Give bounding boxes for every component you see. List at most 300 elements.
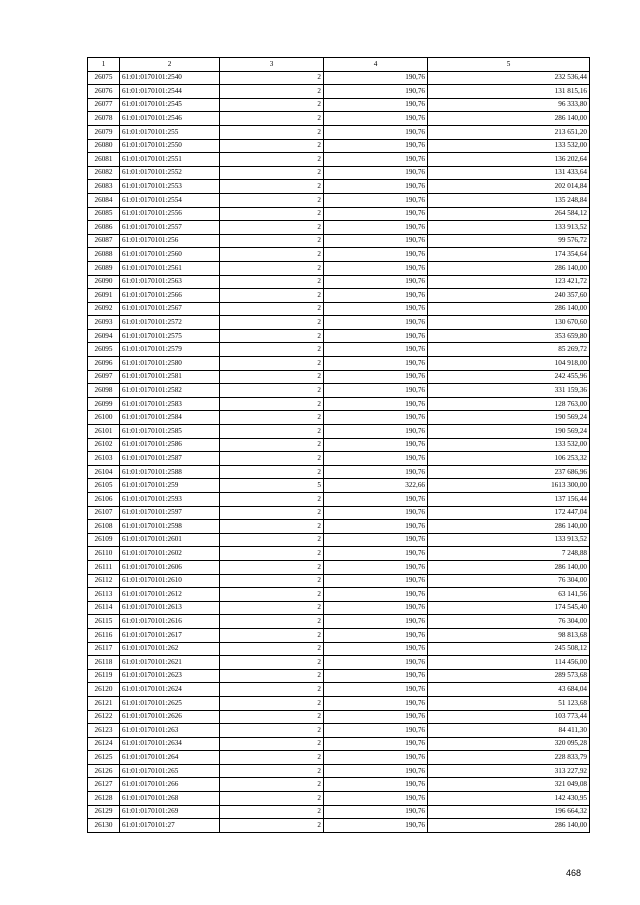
cadastral-number-cell: 61:01:0170101:255: [120, 125, 220, 139]
value-cell: 43 684,04: [428, 683, 590, 697]
table-row: [88, 724, 590, 738]
count-cell: 2: [220, 125, 324, 139]
cadastral-number-cell: 61:01:0170101:256: [120, 234, 220, 248]
value-cell: 98 813,68: [428, 628, 590, 642]
count-cell: 2: [220, 329, 324, 343]
table-row: [88, 574, 590, 588]
area-cell: 190,76: [324, 166, 428, 180]
cadastral-number-cell: 61:01:0170101:2606: [120, 560, 220, 574]
cadastral-number-cell: 61:01:0170101:2626: [120, 710, 220, 724]
value-cell: 245 508,12: [428, 642, 590, 656]
cadastral-number-cell: 61:01:0170101:2557: [120, 221, 220, 235]
area-cell: 190,76: [324, 193, 428, 207]
row-index-cell: 26127: [88, 778, 120, 792]
row-index-cell: 26119: [88, 669, 120, 683]
cadastral-number-cell: 61:01:0170101:2616: [120, 615, 220, 629]
cadastral-number-cell: 61:01:0170101:2613: [120, 601, 220, 615]
value-cell: 289 573,68: [428, 669, 590, 683]
row-index-cell: 26110: [88, 547, 120, 561]
cadastral-number-cell: 61:01:0170101:2579: [120, 343, 220, 357]
row-index-cell: 26103: [88, 452, 120, 466]
table-row: [88, 493, 590, 507]
value-cell: 196 664,32: [428, 805, 590, 819]
row-index-cell: 26098: [88, 384, 120, 398]
area-cell: 190,76: [324, 737, 428, 751]
row-index-cell: 26105: [88, 479, 120, 493]
area-cell: 190,76: [324, 207, 428, 221]
row-index-cell: 26108: [88, 520, 120, 534]
value-cell: 85 269,72: [428, 343, 590, 357]
table-row: [88, 207, 590, 221]
count-cell: 2: [220, 506, 324, 520]
table-body: [88, 71, 590, 832]
value-cell: 99 576,72: [428, 234, 590, 248]
count-cell: 2: [220, 574, 324, 588]
value-cell: 172 447,04: [428, 506, 590, 520]
value-cell: 76 304,00: [428, 615, 590, 629]
table-row: [88, 153, 590, 167]
value-cell: 213 651,20: [428, 125, 590, 139]
table-row: [88, 710, 590, 724]
cadastral-number-cell: 61:01:0170101:2556: [120, 207, 220, 221]
table-row: [88, 248, 590, 262]
cadastral-number-cell: 61:01:0170101:2584: [120, 411, 220, 425]
count-cell: 2: [220, 751, 324, 765]
area-cell: 190,76: [324, 506, 428, 520]
table-row: [88, 125, 590, 139]
row-index-cell: 26117: [88, 642, 120, 656]
row-index-cell: 26085: [88, 207, 120, 221]
table-row: [88, 85, 590, 99]
value-cell: 264 584,12: [428, 207, 590, 221]
row-index-cell: 26130: [88, 819, 120, 833]
row-index-cell: 26099: [88, 397, 120, 411]
area-cell: 190,76: [324, 98, 428, 112]
table-row: [88, 819, 590, 833]
row-index-cell: 26114: [88, 601, 120, 615]
count-cell: 2: [220, 289, 324, 303]
cadastral-number-cell: 61:01:0170101:2572: [120, 316, 220, 330]
table-row: [88, 533, 590, 547]
value-cell: 202 014,84: [428, 180, 590, 194]
table-row: [88, 343, 590, 357]
cadastral-number-cell: 61:01:0170101:2597: [120, 506, 220, 520]
value-cell: 131 433,64: [428, 166, 590, 180]
column-header-5: 5: [428, 58, 590, 72]
row-index-cell: 26082: [88, 166, 120, 180]
area-cell: 190,76: [324, 560, 428, 574]
table-row: [88, 452, 590, 466]
area-cell: 190,76: [324, 221, 428, 235]
row-index-cell: 26120: [88, 683, 120, 697]
cadastral-number-cell: 61:01:0170101:2583: [120, 397, 220, 411]
area-cell: 190,76: [324, 357, 428, 371]
count-cell: 2: [220, 261, 324, 275]
cadastral-number-cell: 61:01:0170101:2581: [120, 370, 220, 384]
area-cell: 190,76: [324, 547, 428, 561]
value-cell: 190 569,24: [428, 425, 590, 439]
value-cell: 1613 300,00: [428, 479, 590, 493]
area-cell: 190,76: [324, 343, 428, 357]
row-index-cell: 26128: [88, 792, 120, 806]
area-cell: 190,76: [324, 656, 428, 670]
table-row: [88, 180, 590, 194]
table-row: [88, 438, 590, 452]
cadastral-number-cell: 61:01:0170101:268: [120, 792, 220, 806]
area-cell: 190,76: [324, 628, 428, 642]
count-cell: 2: [220, 275, 324, 289]
cadastral-number-cell: 61:01:0170101:266: [120, 778, 220, 792]
value-cell: 286 140,00: [428, 560, 590, 574]
cadastral-number-cell: 61:01:0170101:265: [120, 764, 220, 778]
area-cell: 190,76: [324, 411, 428, 425]
area-cell: 322,66: [324, 479, 428, 493]
row-index-cell: 26111: [88, 560, 120, 574]
table-row: [88, 425, 590, 439]
table-row: [88, 397, 590, 411]
count-cell: 2: [220, 193, 324, 207]
table-row: [88, 642, 590, 656]
cadastral-number-cell: 61:01:0170101:2593: [120, 493, 220, 507]
count-cell: 2: [220, 302, 324, 316]
count-cell: 2: [220, 85, 324, 99]
cadastral-number-cell: 61:01:0170101:2575: [120, 329, 220, 343]
row-index-cell: 26081: [88, 153, 120, 167]
table-row: [88, 615, 590, 629]
row-index-cell: 26095: [88, 343, 120, 357]
count-cell: 2: [220, 656, 324, 670]
table-row: [88, 139, 590, 153]
value-cell: 51 123,68: [428, 696, 590, 710]
count-cell: 2: [220, 370, 324, 384]
count-cell: 2: [220, 112, 324, 126]
area-cell: 190,76: [324, 397, 428, 411]
area-cell: 190,76: [324, 71, 428, 85]
table-row: [88, 112, 590, 126]
value-cell: 190 569,24: [428, 411, 590, 425]
cadastral-number-cell: 61:01:0170101:2634: [120, 737, 220, 751]
table-row: [88, 411, 590, 425]
table-row: [88, 357, 590, 371]
value-cell: 123 421,72: [428, 275, 590, 289]
registry-table: [87, 57, 590, 833]
area-cell: 190,76: [324, 438, 428, 452]
value-cell: 174 354,64: [428, 248, 590, 262]
count-cell: 2: [220, 153, 324, 167]
table-row: [88, 166, 590, 180]
table-row: [88, 792, 590, 806]
cadastral-number-cell: 61:01:0170101:2601: [120, 533, 220, 547]
column-header-1: 1: [88, 58, 120, 72]
area-cell: 190,76: [324, 805, 428, 819]
count-cell: 2: [220, 669, 324, 683]
cadastral-number-cell: 61:01:0170101:2598: [120, 520, 220, 534]
row-index-cell: 26093: [88, 316, 120, 330]
area-cell: 190,76: [324, 642, 428, 656]
area-cell: 190,76: [324, 764, 428, 778]
value-cell: 313 227,92: [428, 764, 590, 778]
value-cell: 133 532,00: [428, 139, 590, 153]
table-row: [88, 588, 590, 602]
cadastral-number-cell: 61:01:0170101:2580: [120, 357, 220, 371]
area-cell: 190,76: [324, 329, 428, 343]
cadastral-number-cell: 61:01:0170101:269: [120, 805, 220, 819]
count-cell: 2: [220, 547, 324, 561]
table-row: [88, 805, 590, 819]
count-cell: 2: [220, 438, 324, 452]
table-row: [88, 778, 590, 792]
cadastral-number-cell: 61:01:0170101:2553: [120, 180, 220, 194]
row-index-cell: 26076: [88, 85, 120, 99]
table-row: [88, 696, 590, 710]
value-cell: 136 202,64: [428, 153, 590, 167]
area-cell: 190,76: [324, 248, 428, 262]
value-cell: 137 156,44: [428, 493, 590, 507]
value-cell: 133 913,52: [428, 221, 590, 235]
table-row: [88, 221, 590, 235]
value-cell: 320 095,28: [428, 737, 590, 751]
table-row: [88, 547, 590, 561]
count-cell: 2: [220, 452, 324, 466]
row-index-cell: 26121: [88, 696, 120, 710]
column-header-2: 2: [120, 58, 220, 72]
table-row: [88, 316, 590, 330]
count-cell: 5: [220, 479, 324, 493]
count-cell: 2: [220, 343, 324, 357]
row-index-cell: 26123: [88, 724, 120, 738]
cadastral-number-cell: 61:01:0170101:2546: [120, 112, 220, 126]
value-cell: 84 411,30: [428, 724, 590, 738]
area-cell: 190,76: [324, 724, 428, 738]
count-cell: 2: [220, 533, 324, 547]
area-cell: 190,76: [324, 139, 428, 153]
value-cell: 174 545,40: [428, 601, 590, 615]
cadastral-number-cell: 61:01:0170101:2612: [120, 588, 220, 602]
cadastral-number-cell: 61:01:0170101:27: [120, 819, 220, 833]
row-index-cell: 26109: [88, 533, 120, 547]
row-index-cell: 26086: [88, 221, 120, 235]
cadastral-number-cell: 61:01:0170101:2602: [120, 547, 220, 561]
value-cell: 286 140,00: [428, 520, 590, 534]
cadastral-number-cell: 61:01:0170101:2567: [120, 302, 220, 316]
value-cell: 286 140,00: [428, 819, 590, 833]
row-index-cell: 26112: [88, 574, 120, 588]
count-cell: 2: [220, 696, 324, 710]
count-cell: 2: [220, 465, 324, 479]
value-cell: 286 140,00: [428, 302, 590, 316]
cadastral-number-cell: 61:01:0170101:2552: [120, 166, 220, 180]
cadastral-number-cell: 61:01:0170101:2617: [120, 628, 220, 642]
count-cell: 2: [220, 764, 324, 778]
table-row: [88, 370, 590, 384]
table-row: [88, 193, 590, 207]
count-cell: 2: [220, 520, 324, 534]
row-index-cell: 26104: [88, 465, 120, 479]
area-cell: 190,76: [324, 683, 428, 697]
count-cell: 2: [220, 316, 324, 330]
value-cell: 131 815,16: [428, 85, 590, 99]
row-index-cell: 26126: [88, 764, 120, 778]
row-index-cell: 26122: [88, 710, 120, 724]
row-index-cell: 26125: [88, 751, 120, 765]
area-cell: 190,76: [324, 533, 428, 547]
row-index-cell: 26092: [88, 302, 120, 316]
row-index-cell: 26091: [88, 289, 120, 303]
value-cell: 286 140,00: [428, 261, 590, 275]
count-cell: 2: [220, 425, 324, 439]
area-cell: 190,76: [324, 384, 428, 398]
area-cell: 190,76: [324, 234, 428, 248]
row-index-cell: 26116: [88, 628, 120, 642]
value-cell: 63 141,56: [428, 588, 590, 602]
cadastral-number-cell: 61:01:0170101:2551: [120, 153, 220, 167]
column-header-4: 4: [324, 58, 428, 72]
count-cell: 2: [220, 166, 324, 180]
count-cell: 2: [220, 357, 324, 371]
row-index-cell: 26113: [88, 588, 120, 602]
table-row: [88, 465, 590, 479]
count-cell: 2: [220, 397, 324, 411]
area-cell: 190,76: [324, 819, 428, 833]
count-cell: 2: [220, 737, 324, 751]
table-row: [88, 506, 590, 520]
row-index-cell: 26078: [88, 112, 120, 126]
value-cell: 240 357,60: [428, 289, 590, 303]
area-cell: 190,76: [324, 751, 428, 765]
table-row: [88, 302, 590, 316]
cadastral-number-cell: 61:01:0170101:2585: [120, 425, 220, 439]
area-cell: 190,76: [324, 669, 428, 683]
count-cell: 2: [220, 588, 324, 602]
area-cell: 190,76: [324, 520, 428, 534]
count-cell: 2: [220, 384, 324, 398]
value-cell: 76 304,00: [428, 574, 590, 588]
cadastral-number-cell: 61:01:0170101:2588: [120, 465, 220, 479]
table-row: [88, 275, 590, 289]
count-cell: 2: [220, 642, 324, 656]
cadastral-number-cell: 61:01:0170101:2563: [120, 275, 220, 289]
area-cell: 190,76: [324, 615, 428, 629]
header-row: [88, 58, 590, 72]
area-cell: 190,76: [324, 85, 428, 99]
cadastral-number-cell: 61:01:0170101:2587: [120, 452, 220, 466]
cadastral-number-cell: 61:01:0170101:2586: [120, 438, 220, 452]
column-header-3: 3: [220, 58, 324, 72]
count-cell: 2: [220, 71, 324, 85]
row-index-cell: 26094: [88, 329, 120, 343]
value-cell: 331 159,36: [428, 384, 590, 398]
count-cell: 2: [220, 724, 324, 738]
area-cell: 190,76: [324, 112, 428, 126]
count-cell: 2: [220, 493, 324, 507]
row-index-cell: 26090: [88, 275, 120, 289]
cadastral-number-cell: 61:01:0170101:2624: [120, 683, 220, 697]
value-cell: 104 918,00: [428, 357, 590, 371]
count-cell: 2: [220, 628, 324, 642]
count-cell: 2: [220, 805, 324, 819]
value-cell: 237 686,96: [428, 465, 590, 479]
value-cell: 242 455,96: [428, 370, 590, 384]
value-cell: 228 833,79: [428, 751, 590, 765]
value-cell: 114 456,00: [428, 656, 590, 670]
cadastral-number-cell: 61:01:0170101:2560: [120, 248, 220, 262]
table-row: [88, 479, 590, 493]
row-index-cell: 26097: [88, 370, 120, 384]
count-cell: 2: [220, 248, 324, 262]
value-cell: 130 670,60: [428, 316, 590, 330]
row-index-cell: 26106: [88, 493, 120, 507]
table-row: [88, 656, 590, 670]
table-row: [88, 289, 590, 303]
row-index-cell: 26075: [88, 71, 120, 85]
area-cell: 190,76: [324, 180, 428, 194]
count-cell: 2: [220, 98, 324, 112]
area-cell: 190,76: [324, 601, 428, 615]
count-cell: 2: [220, 221, 324, 235]
row-index-cell: 26115: [88, 615, 120, 629]
area-cell: 190,76: [324, 452, 428, 466]
row-index-cell: 26083: [88, 180, 120, 194]
cadastral-number-cell: 61:01:0170101:2623: [120, 669, 220, 683]
value-cell: 353 659,80: [428, 329, 590, 343]
cadastral-number-cell: 61:01:0170101:2540: [120, 71, 220, 85]
cadastral-number-cell: 61:01:0170101:264: [120, 751, 220, 765]
value-cell: 321 049,08: [428, 778, 590, 792]
area-cell: 190,76: [324, 696, 428, 710]
row-index-cell: 26118: [88, 656, 120, 670]
row-index-cell: 26089: [88, 261, 120, 275]
area-cell: 190,76: [324, 574, 428, 588]
row-index-cell: 26080: [88, 139, 120, 153]
area-cell: 190,76: [324, 588, 428, 602]
count-cell: 2: [220, 710, 324, 724]
cadastral-number-cell: 61:01:0170101:2625: [120, 696, 220, 710]
count-cell: 2: [220, 234, 324, 248]
value-cell: 232 536,44: [428, 71, 590, 85]
table-row: [88, 329, 590, 343]
row-index-cell: 26102: [88, 438, 120, 452]
page-number: 468: [566, 868, 582, 878]
area-cell: 190,76: [324, 275, 428, 289]
table-row: [88, 520, 590, 534]
table-row: [88, 384, 590, 398]
value-cell: 142 430,95: [428, 792, 590, 806]
area-cell: 190,76: [324, 465, 428, 479]
count-cell: 2: [220, 778, 324, 792]
cadastral-number-cell: 61:01:0170101:2550: [120, 139, 220, 153]
area-cell: 190,76: [324, 370, 428, 384]
area-cell: 190,76: [324, 125, 428, 139]
value-cell: 7 248,88: [428, 547, 590, 561]
cadastral-number-cell: 61:01:0170101:2545: [120, 98, 220, 112]
cadastral-number-cell: 61:01:0170101:2544: [120, 85, 220, 99]
value-cell: 128 763,00: [428, 397, 590, 411]
count-cell: 2: [220, 683, 324, 697]
cadastral-number-cell: 61:01:0170101:262: [120, 642, 220, 656]
cadastral-number-cell: 61:01:0170101:2554: [120, 193, 220, 207]
table-row: [88, 71, 590, 85]
row-index-cell: 26096: [88, 357, 120, 371]
area-cell: 190,76: [324, 792, 428, 806]
row-index-cell: 26077: [88, 98, 120, 112]
row-index-cell: 26087: [88, 234, 120, 248]
cadastral-number-cell: 61:01:0170101:2610: [120, 574, 220, 588]
table-row: [88, 751, 590, 765]
area-cell: 190,76: [324, 289, 428, 303]
count-cell: 2: [220, 819, 324, 833]
table-header: [88, 58, 590, 72]
count-cell: 2: [220, 180, 324, 194]
